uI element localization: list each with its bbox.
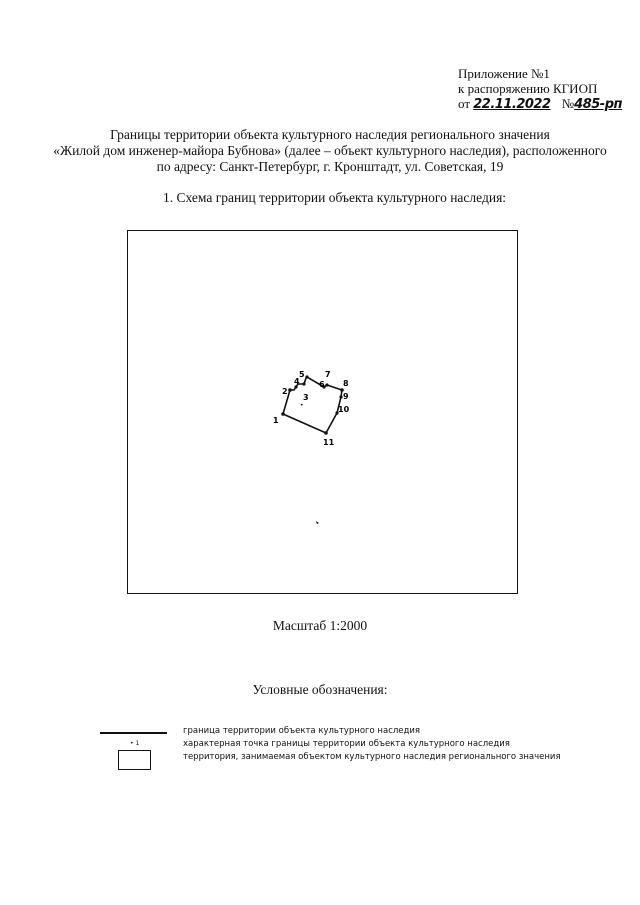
legend-item-territory: территория, занимаемая объектом культурного наследия регионального значения bbox=[183, 752, 561, 762]
point-label-2: 2 bbox=[282, 387, 288, 396]
boundary-points bbox=[281, 375, 344, 434]
legend-point-symbol: • 1 bbox=[130, 740, 140, 747]
legend-territory-box-icon bbox=[118, 750, 151, 770]
point-label-9: 9 bbox=[343, 392, 349, 401]
section-heading: 1. Схема границ территории объекта культурного наследия: bbox=[163, 190, 507, 205]
number-prefix: № bbox=[561, 96, 575, 111]
annex-date-line bbox=[458, 96, 622, 112]
heritage-boundary-polygon bbox=[283, 377, 342, 433]
point-label-4: 4 bbox=[294, 377, 300, 386]
title-line-3: по адресу: Санкт-Петербург, г. Кронштадт, ул. Советская, 19 bbox=[156, 159, 504, 174]
handwritten-date: 22.11.2022 bbox=[473, 97, 551, 112]
point-label-10: 10 bbox=[338, 405, 350, 414]
point-label-11: 11 bbox=[323, 438, 335, 447]
point-1-marker bbox=[281, 412, 285, 416]
title-line-2: «Жилой дом инженер-майора Бубнова» (далее – объект культурного наследия), расположенного bbox=[53, 143, 607, 158]
legend-title: Условные обозначения: bbox=[252, 682, 388, 697]
handwritten-number: 485-рп bbox=[574, 97, 622, 112]
annex-line-2: к распоряжению КГИОП bbox=[458, 81, 598, 96]
point-label-5: 5 bbox=[299, 370, 305, 379]
point-2-marker bbox=[288, 388, 292, 392]
point-label-8: 8 bbox=[343, 379, 349, 388]
point-label-6: 6 bbox=[319, 380, 325, 389]
annex-line-1: Приложение №1 bbox=[458, 66, 550, 81]
legend-boundary-line-icon bbox=[100, 732, 167, 734]
point-7-marker bbox=[325, 383, 328, 386]
title-line-1: Границы территории объекта культурного наследия регионального значения bbox=[110, 127, 550, 142]
document-title bbox=[40, 127, 620, 175]
point-symbol: • bbox=[300, 402, 304, 409]
date-prefix: от bbox=[458, 96, 471, 111]
point-5-marker bbox=[305, 375, 308, 378]
map-scale: Масштаб 1:2000 bbox=[272, 618, 368, 633]
boundary-scheme bbox=[128, 231, 516, 592]
map-frame bbox=[127, 230, 518, 594]
stray-mark-icon bbox=[316, 521, 319, 524]
point-label-1: 1 bbox=[273, 416, 279, 425]
annex-header bbox=[458, 66, 622, 112]
point-11-marker bbox=[324, 431, 328, 435]
point-label-3: 3 bbox=[303, 393, 309, 402]
legend-item-point: характерная точка границы территории объекта культурного наследия bbox=[183, 739, 510, 749]
point-label-7: 7 bbox=[325, 370, 331, 379]
legend-item-boundary: граница территории объекта культурного наследия bbox=[183, 726, 421, 736]
legend-point-number: 1 bbox=[135, 740, 140, 747]
point-4-marker bbox=[302, 382, 305, 385]
